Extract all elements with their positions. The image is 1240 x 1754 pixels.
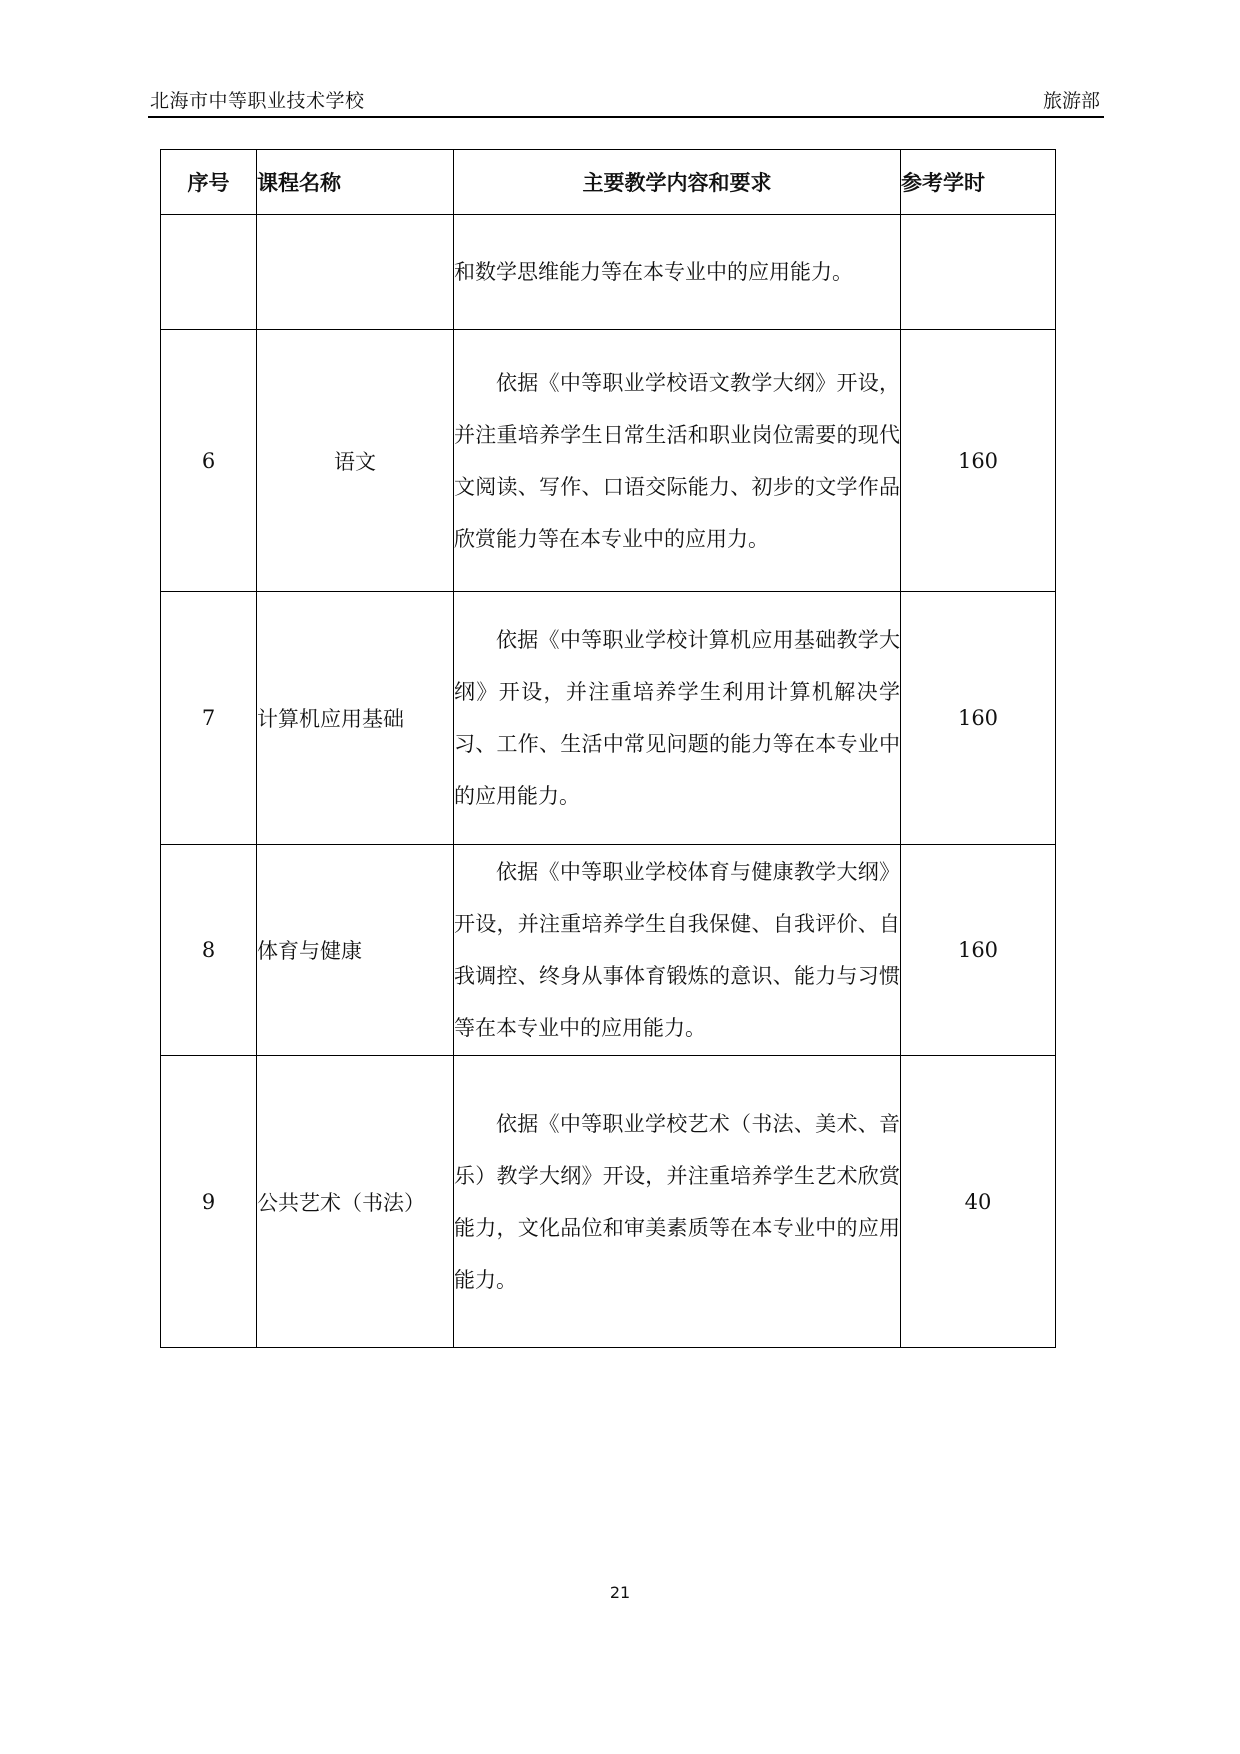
row-number: 6 xyxy=(161,330,257,592)
table-row xyxy=(161,1056,1056,1348)
row-content xyxy=(454,592,901,845)
row-course-name: 公共艺术（书法） xyxy=(257,1056,454,1348)
table-row xyxy=(161,592,1056,845)
row-hours: 160 xyxy=(901,845,1056,1056)
department-name: 旅游部 xyxy=(1042,90,1100,112)
row-content-text: 依据《中等职业学校体育与健康教学大纲》开设，并注重培养学生自我保健、自我评价、自我调控、终身从事体育锻炼的意识、能力与习惯等在本专业中的应用能力。 xyxy=(454,860,900,1040)
row-content xyxy=(454,845,901,1056)
row-content-text: 依据《中等职业学校计算机应用基础教学大纲》开设，并注重培养学生利用计算机解决学习、工作、生活中常见问题的能力等在本专业中的应用能力。 xyxy=(454,628,900,808)
table-header-row xyxy=(161,150,1056,215)
row-course-name: 计算机应用基础 xyxy=(257,592,454,845)
page-header xyxy=(148,86,1104,118)
row-number xyxy=(161,215,257,330)
row-number: 7 xyxy=(161,592,257,845)
table-row xyxy=(161,330,1056,592)
row-number: 8 xyxy=(161,845,257,1056)
row-content xyxy=(454,330,901,592)
row-number: 9 xyxy=(161,1056,257,1348)
row-course-name xyxy=(257,215,454,330)
school-name: 北海市中等职业技术学校 xyxy=(150,90,365,112)
table-row xyxy=(161,215,1056,330)
row-content: 和数学思维能力等在本专业中的应用能力。 xyxy=(454,215,901,330)
row-hours: 160 xyxy=(901,592,1056,845)
row-course-name: 体育与健康 xyxy=(257,845,454,1056)
table-row xyxy=(161,845,1056,1056)
row-hours: 160 xyxy=(901,330,1056,592)
row-content-text: 依据《中等职业学校艺术（书法、美术、音乐）教学大纲》开设，并注重培养学生艺术欣赏能力，文化品位和审美素质等在本专业中的应用能力。 xyxy=(454,1111,900,1292)
row-hours xyxy=(901,215,1056,330)
row-hours: 40 xyxy=(901,1056,1056,1348)
col-header-course-name: 课程名称 xyxy=(257,150,454,215)
row-course-name: 语文 xyxy=(257,330,454,592)
col-header-hours: 参考学时 xyxy=(901,150,1056,215)
col-header-number: 序号 xyxy=(161,150,257,215)
curriculum-table xyxy=(160,149,1056,1348)
page-number: 21 xyxy=(609,1583,631,1602)
col-header-content: 主要教学内容和要求 xyxy=(454,150,901,215)
row-content-text: 依据《中等职业学校语文教学大纲》开设，并注重培养学生日常生活和职业岗位需要的现代文阅读、写作、口语交际能力、初步的文学作品欣赏能力等在本专业中的应用力。 xyxy=(454,370,900,551)
row-content xyxy=(454,1056,901,1348)
